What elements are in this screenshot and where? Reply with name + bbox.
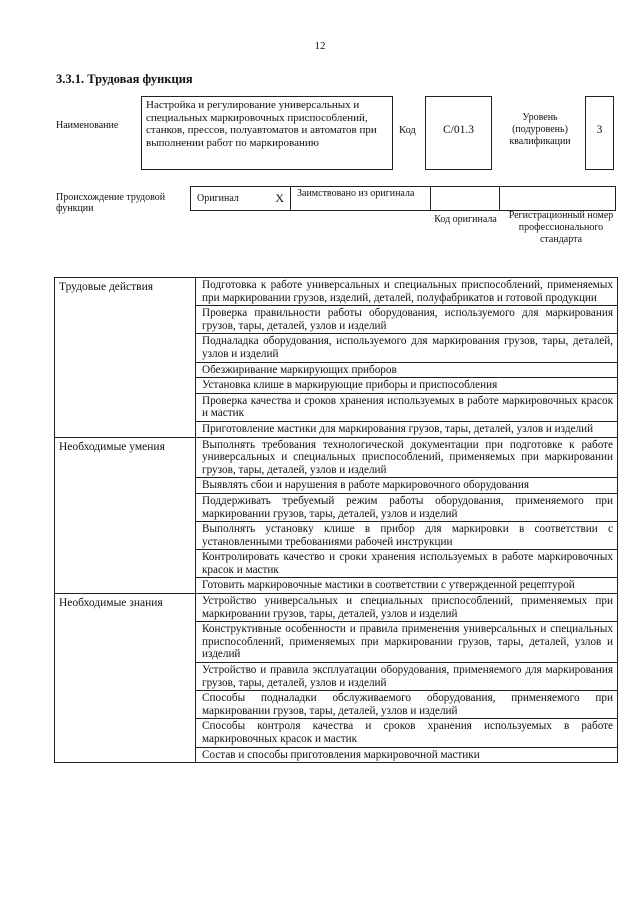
list-item: Подготовка к работе универсальных и специальных приспособлений, применяемых при маркировании грузов, изделий, деталей, полуфабрикатов и готовой продукции <box>196 278 618 306</box>
function-code-box: C/01.3 <box>425 96 492 170</box>
section-title: 3.3.1. Трудовая функция <box>56 72 193 86</box>
original-label: Оригинал <box>197 193 239 204</box>
page-number: 12 <box>314 40 326 52</box>
original-code-cell <box>431 187 500 210</box>
list-item: Конструктивные особенности и правила применения универсальных и специальных приспособлений, применяемых при маркировании грузов, тары, деталей, узлов и изделий <box>196 622 618 663</box>
original-mark: X <box>275 191 284 205</box>
table-row <box>55 594 618 622</box>
list-item: Поддерживать требуемый режим работы оборудования, применяемого при маркировании грузов, тары, деталей, узлов и изделий <box>196 493 618 521</box>
original-code-caption: Код оригинала <box>434 214 497 225</box>
function-details-table <box>54 277 618 763</box>
origin-row <box>190 186 616 211</box>
code-label: Код <box>399 125 416 136</box>
list-item: Контролировать качество и сроки хранения используемых в работе маркировочных красок и мастик <box>196 550 618 578</box>
list-item: Выполнять требования технологической документации при подготовке к работе универсальных и специальных приспособлений, применяемых при маркировании грузов, тары, деталей, узлов и изделий <box>196 437 618 478</box>
list-item: Устройство универсальных и специальных приспособлений, применяемых при маркировании грузов, тары, деталей, узлов и изделий <box>196 594 618 622</box>
registration-number-cell <box>500 187 615 210</box>
list-item: Способы контроля качества и сроков хранения используемых в работе маркировочных красок и мастик <box>196 719 618 747</box>
section-labor-actions-title: Трудовые действия <box>55 278 196 438</box>
list-item: Выявлять сбои и нарушения в работе маркировочного оборудования <box>196 478 618 494</box>
original-cell <box>191 187 291 210</box>
section-required-knowledge-title: Необходимые знания <box>55 594 196 763</box>
qualification-level-label: Уровень (подуровень) квалификации <box>509 112 571 147</box>
list-item: Подналадка оборудования, используемого для маркирования грузов, тары, деталей, узлов и изделий <box>196 334 618 362</box>
table-row <box>55 278 618 306</box>
registration-number-caption: Регистрационный номер профессионального стандарта <box>508 210 614 245</box>
function-name-box: Настройка и регулирование универсальных и специальных маркировочных приспособлений, станков, прессов, полуавтоматов и автоматов при выполнении работ по маркированию <box>141 96 393 170</box>
list-item: Проверка качества и сроков хранения используемых в работе маркировочных красок и мастик <box>196 393 618 421</box>
list-item: Готовить маркировочные мастики в соответствии с утвержденной рецептурой <box>196 578 618 594</box>
list-item: Устройство и правила эксплуатации оборудования, применяемого для маркирования грузов, тары, деталей, узлов и изделий <box>196 663 618 691</box>
origin-label: Происхождение трудовой функции <box>56 192 166 214</box>
list-item: Состав и способы приготовления маркировочной мастики <box>196 747 618 763</box>
section-required-skills-title: Необходимые умения <box>55 437 196 594</box>
name-label: Наименование <box>56 120 119 131</box>
list-item: Обезжиривание маркирующих приборов <box>196 362 618 378</box>
list-item: Приготовление мастики для маркирования грузов, тары, деталей, узлов и изделий <box>196 421 618 437</box>
table-row <box>55 437 618 478</box>
list-item: Установка клише в маркирующие приборы и приспособления <box>196 378 618 394</box>
list-item: Выполнять установку клише в прибор для маркировки в соответствии с установленными требованиями рабочей инструкции <box>196 522 618 550</box>
list-item: Проверка правильности работы оборудования, используемого для маркирования грузов, тары, деталей, узлов и изделий <box>196 306 618 334</box>
qualification-level-box: 3 <box>585 96 614 170</box>
borrowed-cell: Заимствовано из оригинала <box>291 187 431 210</box>
list-item: Способы подналадки обслуживаемого оборудования, применяемого при маркировании грузов, тары, деталей, узлов и изделий <box>196 691 618 719</box>
